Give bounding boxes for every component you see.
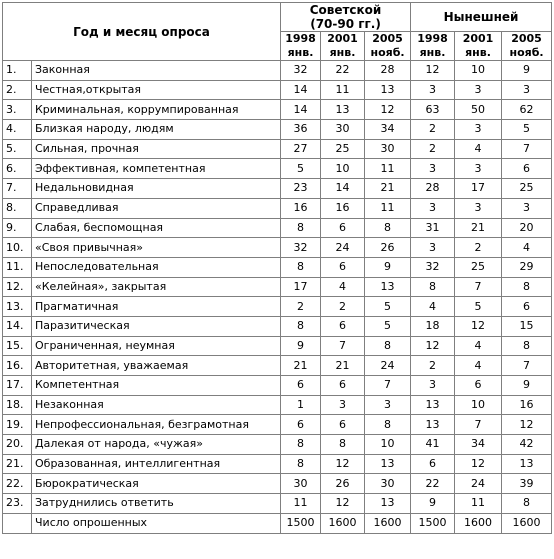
value-cell: 17 <box>281 277 321 297</box>
value-cell: 30 <box>365 139 411 159</box>
value-cell: 8 <box>502 336 552 356</box>
value-cell: 7 <box>365 376 411 396</box>
row-label: Прагматичная <box>32 297 281 317</box>
value-cell: 7 <box>455 415 502 435</box>
value-cell: 6 <box>321 257 365 277</box>
value-cell: 3 <box>411 376 455 396</box>
table-row <box>3 159 552 179</box>
value-cell: 21 <box>455 218 502 238</box>
value-cell: 12 <box>365 100 411 120</box>
value-cell: 13 <box>502 454 552 474</box>
table-row <box>3 454 552 474</box>
value-cell: 6 <box>321 316 365 336</box>
table-row <box>3 356 552 376</box>
value-cell: 8 <box>281 435 321 455</box>
row-label: Компетентная <box>32 376 281 396</box>
value-cell: 7 <box>502 139 552 159</box>
value-cell: 11 <box>365 159 411 179</box>
value-cell: 3 <box>455 80 502 100</box>
soviet-header-line-2: (70-90 гг.) <box>310 17 381 31</box>
row-label: Эффективная, компетентная <box>32 159 281 179</box>
row-label: Паразитическая <box>32 316 281 336</box>
value-cell: 12 <box>321 454 365 474</box>
value-cell: 11 <box>321 80 365 100</box>
value-cell: 39 <box>502 474 552 494</box>
value-cell: 13 <box>411 415 455 435</box>
value-cell: 31 <box>411 218 455 238</box>
value-cell: 5 <box>455 297 502 317</box>
value-cell: 28 <box>411 179 455 199</box>
value-cell: 10 <box>321 159 365 179</box>
value-cell: 5 <box>365 297 411 317</box>
row-label: «Своя привычная» <box>32 238 281 258</box>
row-number: 8. <box>3 198 32 218</box>
table-row <box>3 238 552 258</box>
value-cell: 7 <box>455 277 502 297</box>
value-cell: 12 <box>455 316 502 336</box>
value-cell: 30 <box>281 474 321 494</box>
table-row <box>3 297 552 317</box>
value-cell: 9 <box>281 336 321 356</box>
row-number: 6. <box>3 159 32 179</box>
value-cell: 5 <box>502 120 552 140</box>
row-label: Авторитетная, уважаемая <box>32 356 281 376</box>
value-cell: 41 <box>411 435 455 455</box>
value-cell: 8 <box>411 277 455 297</box>
row-number: 22. <box>3 474 32 494</box>
table-row <box>3 198 552 218</box>
value-cell: 15 <box>502 316 552 336</box>
value-cell: 21 <box>281 356 321 376</box>
value-cell: 20 <box>502 218 552 238</box>
value-cell: 16 <box>321 198 365 218</box>
table-row <box>3 257 552 277</box>
value-cell: 24 <box>455 474 502 494</box>
value-cell: 22 <box>411 474 455 494</box>
value-cell: 3 <box>502 80 552 100</box>
value-cell: 10 <box>455 395 502 415</box>
value-cell: 17 <box>455 179 502 199</box>
row-number: 7. <box>3 179 32 199</box>
soviet-header-line-1: Советской <box>309 3 382 17</box>
row-label: «Келейная», закрытая <box>32 277 281 297</box>
value-cell: 6 <box>281 376 321 396</box>
value-cell: 12 <box>411 336 455 356</box>
value-cell: 2 <box>411 120 455 140</box>
value-cell: 6 <box>281 415 321 435</box>
value-cell: 3 <box>365 395 411 415</box>
value-cell: 2 <box>281 297 321 317</box>
value-cell: 13 <box>365 494 411 514</box>
row-number: 21. <box>3 454 32 474</box>
row-label: Слабая, беспомощная <box>32 218 281 238</box>
table-row <box>3 395 552 415</box>
value-cell: 4 <box>455 356 502 376</box>
value-cell: 3 <box>455 120 502 140</box>
value-cell: 12 <box>502 415 552 435</box>
value-cell: 18 <box>411 316 455 336</box>
table-row <box>3 277 552 297</box>
value-cell: 7 <box>321 336 365 356</box>
value-cell: 24 <box>365 356 411 376</box>
row-label: Незаконная <box>32 395 281 415</box>
row-number: 19. <box>3 415 32 435</box>
value-cell: 4 <box>455 336 502 356</box>
table-row <box>3 179 552 199</box>
value-cell: 11 <box>365 198 411 218</box>
value-cell: 4 <box>321 277 365 297</box>
value-cell: 34 <box>455 435 502 455</box>
value-cell: 63 <box>411 100 455 120</box>
value-cell: 6 <box>502 159 552 179</box>
row-number: 13. <box>3 297 32 317</box>
value-cell: 6 <box>411 454 455 474</box>
value-cell: 6 <box>455 376 502 396</box>
value-cell: 14 <box>321 179 365 199</box>
row-label: Далекая от народа, «чужая» <box>32 435 281 455</box>
row-number: 20. <box>3 435 32 455</box>
survey-date-header: Год и месяц опроса <box>3 3 281 61</box>
value-cell: 34 <box>365 120 411 140</box>
value-cell: 30 <box>365 474 411 494</box>
value-cell: 8 <box>365 415 411 435</box>
value-cell: 2 <box>455 238 502 258</box>
year-header: 2005 нояб. <box>365 32 411 61</box>
row-number: 11. <box>3 257 32 277</box>
soviet-government-header <box>281 3 411 32</box>
value-cell: 12 <box>455 454 502 474</box>
row-label: Близкая народу, людям <box>32 120 281 140</box>
row-label: Справедливая <box>32 198 281 218</box>
value-cell: 21 <box>321 356 365 376</box>
year-header: 2001 янв. <box>455 32 502 61</box>
table-row <box>3 336 552 356</box>
row-label: Законная <box>32 61 281 81</box>
row-label: Непрофессиональная, безграмотная <box>32 415 281 435</box>
row-number: 23. <box>3 494 32 514</box>
table-row <box>3 218 552 238</box>
value-cell: 32 <box>281 61 321 81</box>
value-cell: 1500 <box>281 513 321 533</box>
value-cell: 8 <box>281 257 321 277</box>
value-cell: 6 <box>321 376 365 396</box>
value-cell: 9 <box>502 61 552 81</box>
value-cell: 1 <box>281 395 321 415</box>
row-label: Сильная, прочная <box>32 139 281 159</box>
value-cell: 2 <box>321 297 365 317</box>
value-cell: 26 <box>321 474 365 494</box>
row-number: 3. <box>3 100 32 120</box>
value-cell: 11 <box>455 494 502 514</box>
value-cell: 3 <box>455 198 502 218</box>
value-cell: 1500 <box>411 513 455 533</box>
value-cell: 25 <box>455 257 502 277</box>
table-row <box>3 80 552 100</box>
value-cell: 16 <box>281 198 321 218</box>
row-label: Ограниченная, неумная <box>32 336 281 356</box>
value-cell: 3 <box>411 159 455 179</box>
value-cell: 14 <box>281 80 321 100</box>
row-number: 16. <box>3 356 32 376</box>
row-number: 5. <box>3 139 32 159</box>
row-number: 14. <box>3 316 32 336</box>
value-cell: 1600 <box>455 513 502 533</box>
value-cell: 25 <box>502 179 552 199</box>
header-row-groups <box>3 3 552 32</box>
value-cell: 9 <box>365 257 411 277</box>
value-cell: 25 <box>321 139 365 159</box>
row-label: Непоследовательная <box>32 257 281 277</box>
value-cell: 12 <box>411 61 455 81</box>
value-cell: 7 <box>502 356 552 376</box>
value-cell: 13 <box>365 80 411 100</box>
value-cell: 3 <box>455 159 502 179</box>
value-cell: 32 <box>281 238 321 258</box>
value-cell: 30 <box>321 120 365 140</box>
year-header: 2001 янв. <box>321 32 365 61</box>
value-cell: 5 <box>281 159 321 179</box>
value-cell: 22 <box>321 61 365 81</box>
value-cell: 29 <box>502 257 552 277</box>
value-cell: 13 <box>321 100 365 120</box>
value-cell: 6 <box>502 297 552 317</box>
value-cell: 24 <box>321 238 365 258</box>
value-cell: 36 <box>281 120 321 140</box>
value-cell: 10 <box>455 61 502 81</box>
value-cell: 28 <box>365 61 411 81</box>
row-label: Недальновидная <box>32 179 281 199</box>
table-row <box>3 316 552 336</box>
value-cell: 3 <box>411 198 455 218</box>
value-cell: 8 <box>281 454 321 474</box>
value-cell: 9 <box>411 494 455 514</box>
value-cell: 2 <box>411 356 455 376</box>
value-cell: 8 <box>281 316 321 336</box>
table-row <box>3 415 552 435</box>
value-cell: 8 <box>502 494 552 514</box>
year-header: 2005 нояб. <box>502 32 552 61</box>
table-row <box>3 494 552 514</box>
value-cell: 12 <box>321 494 365 514</box>
value-cell: 3 <box>411 80 455 100</box>
value-cell: 13 <box>365 454 411 474</box>
value-cell: 27 <box>281 139 321 159</box>
value-cell: 6 <box>321 218 365 238</box>
table-row <box>3 513 552 533</box>
value-cell: 5 <box>365 316 411 336</box>
row-label: Бюрократическая <box>32 474 281 494</box>
value-cell: 1600 <box>321 513 365 533</box>
value-cell: 10 <box>365 435 411 455</box>
value-cell: 8 <box>281 218 321 238</box>
value-cell: 23 <box>281 179 321 199</box>
row-number: 2. <box>3 80 32 100</box>
value-cell: 4 <box>411 297 455 317</box>
row-number: 9. <box>3 218 32 238</box>
table-row <box>3 100 552 120</box>
value-cell: 3 <box>502 198 552 218</box>
value-cell: 50 <box>455 100 502 120</box>
table-row <box>3 474 552 494</box>
value-cell: 8 <box>321 435 365 455</box>
value-cell: 4 <box>455 139 502 159</box>
row-number: 17. <box>3 376 32 396</box>
value-cell: 13 <box>365 277 411 297</box>
value-cell: 2 <box>411 139 455 159</box>
table-row <box>3 435 552 455</box>
value-cell: 4 <box>502 238 552 258</box>
value-cell: 1600 <box>365 513 411 533</box>
value-cell: 62 <box>502 100 552 120</box>
value-cell: 26 <box>365 238 411 258</box>
current-government-header: Нынешней <box>411 3 552 32</box>
value-cell: 3 <box>411 238 455 258</box>
value-cell: 9 <box>502 376 552 396</box>
row-label: Образованная, интеллигентная <box>32 454 281 474</box>
row-number: 4. <box>3 120 32 140</box>
row-number: 18. <box>3 395 32 415</box>
value-cell: 42 <box>502 435 552 455</box>
value-cell: 14 <box>281 100 321 120</box>
value-cell: 3 <box>321 395 365 415</box>
value-cell: 8 <box>365 218 411 238</box>
survey-table <box>2 2 552 534</box>
year-header: 1998 янв. <box>281 32 321 61</box>
row-number: 15. <box>3 336 32 356</box>
value-cell: 11 <box>281 494 321 514</box>
table-row <box>3 120 552 140</box>
row-label: Число опрошенных <box>32 513 281 533</box>
value-cell: 13 <box>411 395 455 415</box>
value-cell: 16 <box>502 395 552 415</box>
row-number: 10. <box>3 238 32 258</box>
table-row <box>3 139 552 159</box>
row-label: Криминальная, коррумпированная <box>32 100 281 120</box>
value-cell: 21 <box>365 179 411 199</box>
row-number: 12. <box>3 277 32 297</box>
table-row <box>3 61 552 81</box>
value-cell: 1600 <box>502 513 552 533</box>
value-cell: 6 <box>321 415 365 435</box>
year-header: 1998 янв. <box>411 32 455 61</box>
row-number: 1. <box>3 61 32 81</box>
table-row <box>3 376 552 396</box>
value-cell: 8 <box>365 336 411 356</box>
row-label: Честная,открытая <box>32 80 281 100</box>
row-label: Затруднились ответить <box>32 494 281 514</box>
value-cell: 32 <box>411 257 455 277</box>
row-number <box>3 513 32 533</box>
table-body <box>3 61 552 534</box>
value-cell: 8 <box>502 277 552 297</box>
